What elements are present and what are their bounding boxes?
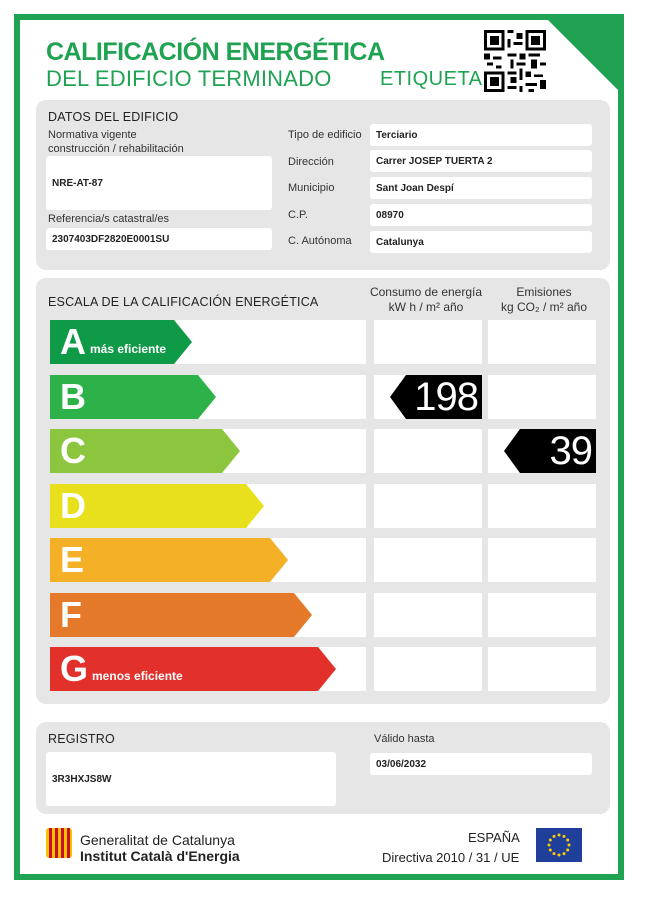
class-arrow-e: [50, 538, 366, 582]
class-arrow-a: [50, 320, 366, 364]
title-line-1: CALIFICACIÓN ENERGÉTICA: [46, 38, 385, 66]
generalitat-logo-icon: [46, 828, 72, 858]
normativa-label-1: Normativa vigente: [48, 129, 137, 141]
emisiones-rating-marker: [504, 429, 596, 473]
consumo-cell-f: [374, 593, 482, 637]
consumo-cell-a: [374, 320, 482, 364]
class-arrow-shape: [50, 593, 312, 637]
emisiones-cell-e: [488, 538, 596, 582]
direccion-value: Carrer JOSEP TUERTA 2: [370, 150, 592, 172]
eu-star: [549, 849, 552, 852]
escala-panel: [36, 278, 610, 704]
class-letter: E: [60, 539, 85, 580]
title-line-2: DEL EDIFICIO TERMINADO: [46, 66, 332, 91]
eu-star: [558, 834, 561, 837]
corner-triangle: [548, 20, 618, 90]
emisiones-header-2: kg CO₂ / m² año: [500, 300, 587, 314]
class-arrow-shape: [50, 538, 288, 582]
emisiones-cell-b: [488, 375, 596, 419]
emisiones-cell-d: [488, 484, 596, 528]
class-letter: A: [60, 321, 86, 362]
emisiones-header-1: Emisiones: [516, 285, 572, 299]
emisiones-value: 39: [549, 429, 592, 473]
eu-star: [568, 844, 571, 847]
eu-star: [549, 839, 552, 842]
normativa-value: NRE-AT-87: [46, 156, 272, 210]
eu-star: [548, 844, 551, 847]
cp-value: 08970: [370, 204, 592, 226]
consumo-cell-c: [374, 429, 482, 473]
datos-panel: [36, 100, 610, 270]
consumo-rating-marker: [390, 375, 482, 419]
class-letter: F: [60, 593, 82, 635]
eu-star: [566, 839, 569, 842]
eu-flag-icon: [536, 828, 582, 862]
class-letter: B: [60, 375, 86, 417]
class-arrow-c: [50, 429, 366, 473]
registro-panel: [36, 722, 610, 814]
autonoma-value: Catalunya: [370, 231, 592, 253]
consumo-cell-d: [374, 484, 482, 528]
class-arrow-b: [50, 375, 366, 419]
municipio-value: Sant Joan Despí: [370, 177, 592, 199]
escala-heading: ESCALA DE LA CALIFICACIÓN ENERGÉTICA: [48, 295, 319, 309]
etiqueta-label: ETIQUETA: [380, 68, 483, 90]
cp-label: C.P.: [288, 209, 308, 221]
class-arrow-d: [50, 484, 366, 528]
autonoma-label: C. Autónoma: [288, 235, 352, 247]
consumo-header-1: Consumo de energía: [369, 285, 483, 299]
tipo-label: Tipo de edificio: [288, 129, 362, 141]
eu-star: [553, 852, 556, 855]
eu-star: [566, 849, 569, 852]
datos-heading: DATOS DEL EDIFICIO: [48, 110, 179, 124]
consumo-cell-g: [374, 647, 482, 691]
valido-label: Válido hasta: [374, 733, 435, 745]
class-arrow-f: [50, 593, 366, 637]
normativa-label-2: construcción / rehabilitación: [48, 143, 184, 155]
eu-star: [563, 835, 566, 838]
emisiones-cell-a: [488, 320, 596, 364]
tipo-value: Terciario: [370, 124, 592, 146]
class-sublabel: más eficiente: [90, 342, 167, 356]
referencia-label: Referencia/s catastral/es: [48, 213, 170, 225]
class-letter: G: [60, 648, 89, 689]
valido-value: 03/06/2032: [370, 753, 592, 775]
qr-code-icon: [484, 30, 546, 92]
municipio-label: Municipio: [288, 182, 335, 194]
emisiones-cell-g: [488, 647, 596, 691]
emisiones-cell-f: [488, 593, 596, 637]
consumo-cell-e: [374, 538, 482, 582]
org-name-line-2: Institut Català d'Energia: [80, 848, 240, 864]
class-letter: D: [60, 484, 86, 526]
eu-star: [553, 835, 556, 838]
consumo-header-2: kW h / m² año: [388, 300, 464, 314]
country-label: ESPAÑA: [468, 830, 520, 845]
org-name-line-1: Generalitat de Catalunya: [80, 832, 235, 848]
registro-heading: REGISTRO: [48, 732, 115, 746]
label-frame: [14, 14, 624, 880]
consumo-value: 198: [414, 374, 478, 419]
class-sublabel: menos eficiente: [92, 669, 183, 683]
direccion-label: Dirección: [288, 156, 334, 168]
eu-star: [563, 852, 566, 855]
registro-value: 3R3HXJS8W: [46, 752, 336, 806]
directive-label: Directiva 2010 / 31 / UE: [382, 850, 520, 865]
class-arrow-g: [50, 647, 366, 691]
referencia-value: 2307403DF2820E0001SU: [46, 228, 272, 250]
class-letter: C: [60, 430, 86, 471]
eu-star: [558, 854, 561, 857]
